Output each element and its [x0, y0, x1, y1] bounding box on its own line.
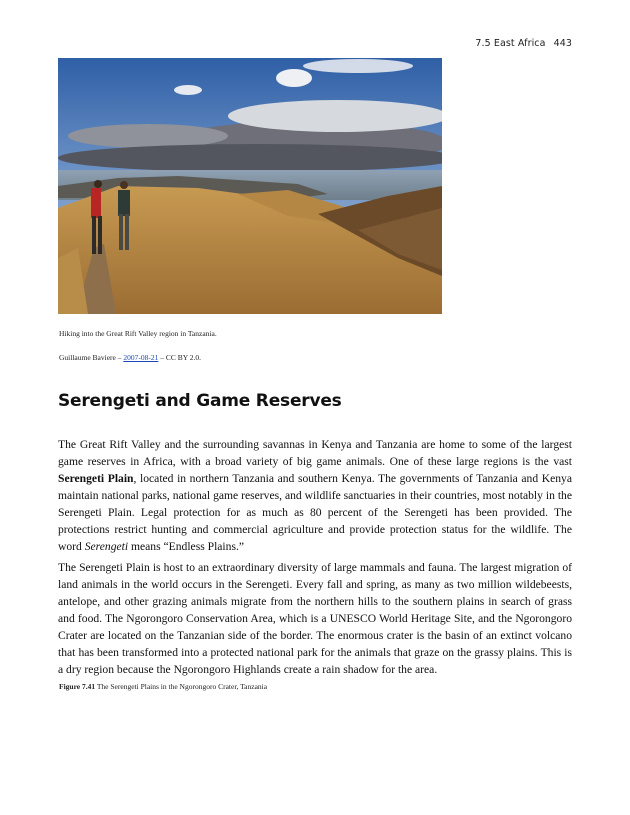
photo-credit: [59, 353, 201, 362]
credit-author: Guillaume Baviere –: [59, 353, 122, 362]
p1-text-a: The Great Rift Valley and the surrounding savannas in Kenya and Tanzania are home to some of the largest game reserves in Africa, with a broad variety of big game animals. One of these large regions is the vast: [58, 438, 572, 468]
running-head: [475, 38, 572, 49]
paragraph-serengeti-intro: [58, 436, 572, 555]
p1-text-c: , located in northern Tanzania and southern Kenya. The governments of Tanzania and Kenya maintain national parks, national game reserves, and wildlife sanctuaries in their countries, most notably in the Serengeti Plain. Legal protection for as much as 80 percent of the Serengeti has been provided. The protections restrict hunting and commercial agriculture and provide protection status for the wildlife. The word: [58, 472, 572, 553]
figure-text: The Serengeti Plains in the Ngorongoro Crater, Tanzania: [95, 682, 268, 691]
hikers-landscape-photo: [58, 58, 442, 314]
photo-caption: Hiking into the Great Rift Valley region in Tanzania.: [59, 329, 217, 338]
photo-illustration: [58, 58, 442, 314]
paragraph-serengeti-wildlife: The Serengeti Plain is host to an extraordinary diversity of large mammals and fauna. The largest migration of land animals in the world occurs in the Serengeti. Every fall and spring, as many as two million wildebeests, antelope, and other grazing animals migrate from the northern hills to the southern plains in search of grass and food. The Ngorongoro Conservation Area, which is a UNESCO World Heritage Site, and the Ngorongoro Crater are located on the Tanzanian side of the border. The enormous crater is the basin of an extinct volcano that has been transformed into a protected national park for the animals that graze on the grassy plains. This is a dry region because the Ngorongoro Highlands create a rain shadow for the area.: [58, 561, 572, 676]
p1-text-e: means “Endless Plains.”: [128, 540, 245, 553]
page-number: 443: [553, 38, 572, 49]
figure-caption: [59, 682, 267, 691]
figure-label: Figure 7.41: [59, 682, 96, 691]
section-heading: Serengeti and Game Reserves: [58, 391, 342, 411]
p1-term-serengeti-plain: Serengeti Plain: [58, 472, 134, 485]
p1-term-serengeti: Serengeti: [84, 540, 129, 553]
credit-date-link[interactable]: 2007-08-21: [123, 353, 159, 362]
credit-license: – CC BY 2.0.: [160, 353, 202, 362]
section-title: 7.5 East Africa: [475, 38, 546, 49]
